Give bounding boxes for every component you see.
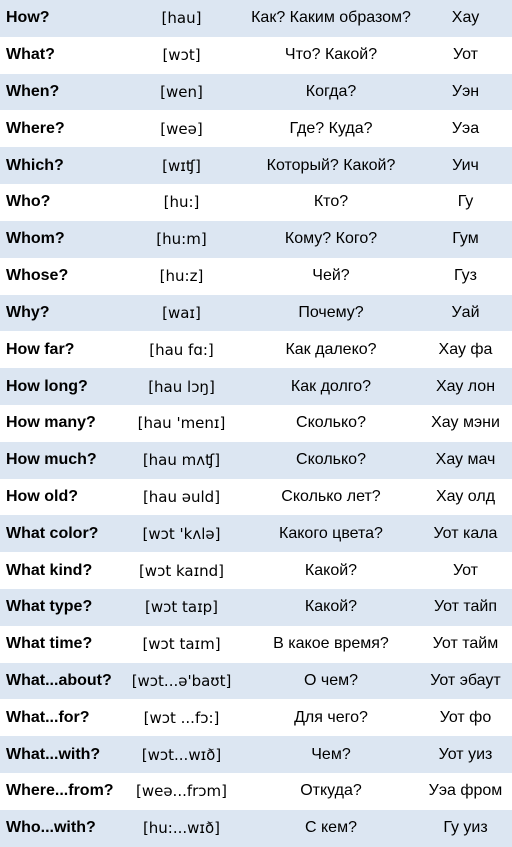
table-row bbox=[0, 736, 512, 773]
english-word: What color? bbox=[0, 515, 120, 552]
transcription: [hau 'menɪ] bbox=[137, 414, 226, 433]
pronunciation: Хау мач bbox=[419, 442, 512, 479]
russian-translation: Чем? bbox=[243, 736, 419, 773]
table-row bbox=[0, 773, 512, 810]
english-word: Who...with? bbox=[0, 810, 120, 847]
table-row bbox=[0, 626, 512, 663]
russian-translation: О чем? bbox=[243, 663, 419, 700]
transcription: [waɪ] bbox=[120, 295, 243, 332]
russian-translation: Как? Каким образом? bbox=[243, 0, 419, 37]
russian-translation: Сколько? bbox=[243, 442, 419, 479]
english-word: What time? bbox=[6, 635, 93, 653]
russian-translation: Чей? bbox=[312, 267, 350, 285]
english-word: How much? bbox=[0, 442, 120, 479]
russian-translation: Какой? bbox=[304, 561, 358, 579]
transcription: [wɔt kaɪnd] bbox=[138, 561, 225, 580]
table-row bbox=[0, 810, 512, 847]
russian-translation: Какой? bbox=[243, 589, 419, 626]
english-word: What...about? bbox=[0, 663, 120, 700]
transcription: [wɔt 'kʌlə] bbox=[120, 515, 243, 552]
pronunciation: Гу уиз bbox=[419, 810, 512, 847]
english-word: How old? bbox=[6, 487, 78, 505]
russian-translation: Что? Какой? bbox=[284, 46, 378, 64]
english-word: Whom? bbox=[0, 221, 120, 258]
table-row bbox=[0, 110, 512, 147]
transcription: [hu:...wɪð] bbox=[120, 810, 243, 847]
russian-translation: Какого цвета? bbox=[243, 515, 419, 552]
english-word: How far? bbox=[6, 340, 75, 358]
table-row bbox=[0, 479, 512, 516]
pronunciation: Уэа bbox=[451, 119, 480, 137]
pronunciation: Уай bbox=[419, 295, 512, 332]
table-row bbox=[0, 0, 512, 37]
table-row bbox=[0, 221, 512, 258]
transcription: [hu:z] bbox=[159, 267, 204, 286]
transcription: [wɪʧ] bbox=[120, 147, 243, 184]
transcription: [hau əuld] bbox=[142, 487, 221, 506]
transcription: [wɔt...wɪð] bbox=[120, 736, 243, 773]
english-word: Why? bbox=[0, 295, 120, 332]
transcription: [weə...frɔm] bbox=[135, 782, 228, 801]
pronunciation: Уэа фром bbox=[428, 782, 503, 800]
table-row bbox=[0, 699, 512, 736]
table-row bbox=[0, 589, 512, 626]
table-row bbox=[0, 295, 512, 332]
table-row bbox=[0, 37, 512, 74]
russian-translation: Сколько? bbox=[296, 414, 366, 432]
transcription: [hau] bbox=[120, 0, 243, 37]
english-word: Where...from? bbox=[6, 782, 114, 800]
russian-translation: Почему? bbox=[243, 295, 419, 332]
table-row bbox=[0, 515, 512, 552]
english-word: Where? bbox=[6, 119, 65, 137]
pronunciation: Уот bbox=[453, 561, 478, 579]
table-row bbox=[0, 74, 512, 111]
english-word: What...for? bbox=[6, 708, 90, 726]
russian-translation: Когда? bbox=[243, 74, 419, 111]
english-word: How? bbox=[0, 0, 120, 37]
russian-translation: Который? Какой? bbox=[243, 147, 419, 184]
english-word: When? bbox=[0, 74, 120, 111]
russian-translation: Кому? Кого? bbox=[243, 221, 419, 258]
english-word: What type? bbox=[0, 589, 120, 626]
transcription: [hau lɔŋ] bbox=[120, 368, 243, 405]
transcription: [wen] bbox=[120, 74, 243, 111]
english-word: Who? bbox=[6, 193, 51, 211]
table-row bbox=[0, 147, 512, 184]
pronunciation: Хау bbox=[419, 0, 512, 37]
russian-translation: Где? Куда? bbox=[289, 119, 373, 137]
transcription: [hau mʌʧ] bbox=[120, 442, 243, 479]
english-word: How many? bbox=[6, 414, 96, 432]
pronunciation: Уот уиз bbox=[419, 736, 512, 773]
english-word: What kind? bbox=[6, 561, 93, 579]
english-word: What...with? bbox=[0, 736, 120, 773]
pronunciation: Уич bbox=[419, 147, 512, 184]
table-row bbox=[0, 331, 512, 368]
russian-translation: Откуда? bbox=[300, 782, 362, 800]
pronunciation: Хау олд bbox=[435, 487, 496, 505]
pronunciation: Гуз bbox=[454, 267, 477, 285]
table-row bbox=[0, 663, 512, 700]
table-row bbox=[0, 184, 512, 221]
table-row bbox=[0, 368, 512, 405]
pronunciation: Уэн bbox=[419, 74, 512, 111]
pronunciation: Уот тайм bbox=[432, 635, 499, 653]
russian-translation: Сколько лет? bbox=[281, 487, 381, 505]
russian-translation: В какое время? bbox=[273, 635, 389, 653]
transcription: [hau fɑ:] bbox=[149, 340, 214, 359]
transcription: [wɔt...ə'baʊt] bbox=[120, 663, 243, 700]
english-word: What? bbox=[6, 46, 55, 64]
transcription: [hu:m] bbox=[120, 221, 243, 258]
russian-translation: Как долго? bbox=[243, 368, 419, 405]
pronunciation: Гум bbox=[419, 221, 512, 258]
pronunciation: Уот bbox=[453, 46, 478, 64]
transcription: [wɔt ...fɔ:] bbox=[143, 708, 220, 727]
pronunciation: Уот тайп bbox=[419, 589, 512, 626]
russian-translation: Как далеко? bbox=[285, 340, 377, 358]
pronunciation: Уот эбаут bbox=[419, 663, 512, 700]
transcription: [hu:] bbox=[163, 193, 200, 212]
pronunciation: Уот фо bbox=[439, 708, 492, 726]
english-word: How long? bbox=[0, 368, 120, 405]
russian-translation: Кто? bbox=[313, 193, 349, 211]
russian-translation: Для чего? bbox=[294, 708, 368, 726]
russian-translation: С кем? bbox=[243, 810, 419, 847]
pronunciation: Хау лон bbox=[419, 368, 512, 405]
table-row bbox=[0, 258, 512, 295]
pronunciation: Хау мэни bbox=[431, 414, 500, 432]
english-word: Whose? bbox=[6, 267, 69, 285]
table-row bbox=[0, 552, 512, 589]
english-word: Which? bbox=[0, 147, 120, 184]
pronunciation: Уот кала bbox=[419, 515, 512, 552]
transcription: [weə] bbox=[160, 119, 203, 138]
table-row bbox=[0, 405, 512, 442]
table-row bbox=[0, 442, 512, 479]
transcription: [wɔt taɪm] bbox=[142, 635, 221, 654]
pronunciation: Гу bbox=[457, 193, 474, 211]
transcription: [wɔt taɪp] bbox=[120, 589, 243, 626]
transcription: [wɔt] bbox=[162, 46, 201, 65]
pronunciation: Хау фа bbox=[438, 340, 493, 358]
